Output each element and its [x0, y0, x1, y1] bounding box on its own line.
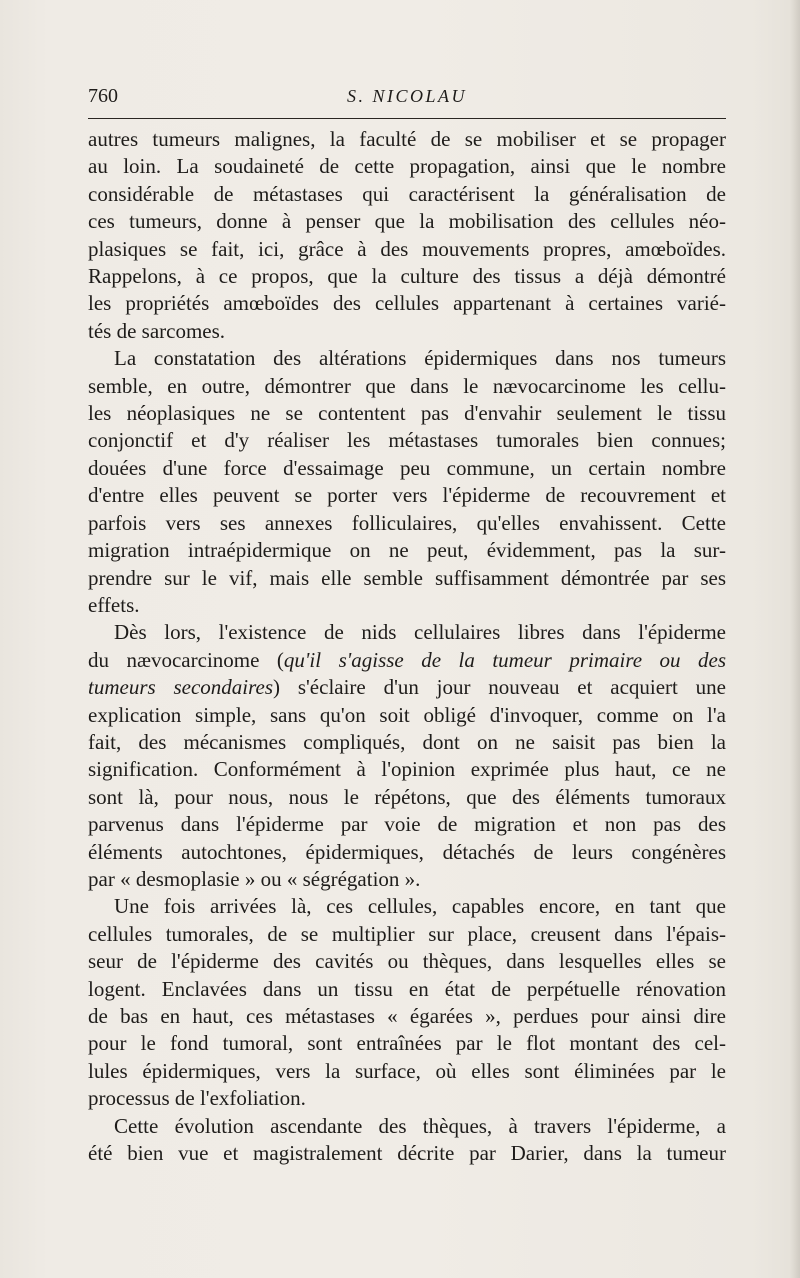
text-line: logent. Enclavées dans un tissu en état de perpétuelle rénovation — [88, 976, 726, 1001]
text-line: sont là, pour nous, nous le répétons, que des éléments tumoraux — [88, 784, 726, 809]
text-line: éléments autochtones, épidermiques, détachés de leurs congénères — [88, 839, 726, 864]
text-line: parvenus dans l'épiderme par voie de migration et non pas des — [88, 812, 726, 837]
text-line: douées d'une force d'essaimage peu commune, un certain nombre — [88, 455, 726, 480]
paragraph-start-line: Dès lors, l'existence de nids cellulaires libres dans l'épiderme — [114, 620, 726, 645]
text-line: fait, des mécanismes compliqués, dont on ne saisit pas bien la — [88, 729, 726, 754]
paragraph-start-line: Une fois arrivées là, ces cellules, capables encore, en tant que — [114, 894, 726, 919]
text-line: conjonctif et d'y réaliser les métastases tumorales bien connues; — [88, 428, 726, 453]
text-line: considérable de métastases qui caractérisent la généralisation de — [88, 181, 726, 206]
text-line: Rappelons, à ce propos, que la culture des tissus a déjà démontré — [88, 264, 726, 289]
text-line: les propriétés amœboïdes des cellules appartenant à certaines varié- — [88, 291, 726, 316]
text-line: d'entre elles peuvent se porter vers l'épiderme de recouvrement et — [88, 483, 726, 508]
text-line: par « desmoplasie » ou « ségrégation ». — [88, 866, 421, 891]
body-text — [88, 126, 726, 1167]
text-line: lules épidermiques, vers la surface, où elles sont éliminées par le — [88, 1058, 726, 1083]
text-line: effets. — [88, 592, 140, 617]
paragraph-start-line: Cette évolution ascendante des thèques, à travers l'épiderme, a — [114, 1113, 726, 1138]
paragraph-start-line: La constatation des altérations épidermiques dans nos tumeurs — [114, 346, 726, 371]
page-header — [88, 80, 726, 112]
text-line: tés de sarcomes. — [88, 318, 226, 343]
italic-run: tumeurs secondaires — [88, 675, 274, 700]
text-line: de bas en haut, ces métastases « égarées », perdues pour ainsi dire — [88, 1004, 726, 1028]
text-line: seur de l'épiderme des cavités ou thèques, dans lesquelles elles se — [88, 949, 726, 974]
header-rule — [88, 118, 726, 119]
page-number: 760 — [88, 85, 118, 107]
text-line: cellules tumorales, de se multiplier sur place, creusent dans l'épais- — [88, 921, 726, 946]
text-run: ) s'éclaire d'un jour nouveau et acquiert une — [273, 675, 727, 700]
text-line-with-italic — [88, 647, 726, 674]
italic-run: qu'il s'agisse de la tumeur primaire ou des — [283, 647, 726, 672]
text-line: migration intraépidermique on ne peut, évidemment, pas la sur- — [88, 538, 726, 563]
text-line: ces tumeurs, donne à penser que la mobilisation des cellules néo- — [88, 209, 726, 234]
text-line: autres tumeurs malignes, la faculté de se mobiliser et se propager — [88, 127, 726, 151]
text-line: parfois vers ses annexes folliculaires, qu'elles envahissent. Cette — [88, 510, 726, 535]
text-line: été bien vue et magistralement décrite par Darier, dans la tumeur — [88, 1141, 726, 1166]
text-line: pour le fond tumoral, sont entraînées par le flot montant des cel- — [88, 1031, 726, 1056]
text-line: explication simple, sans qu'on soit obligé d'invoquer, comme on l'a — [88, 702, 726, 727]
text-line: plasiques se fait, ici, grâce à des mouvements propres, amœboïdes. — [88, 236, 726, 261]
text-line: processus de l'exfoliation. — [88, 1086, 306, 1111]
text-line: prendre sur le vif, mais elle semble suffisamment démontrée par ses — [88, 565, 726, 590]
text-line: les néoplasiques ne se contentent pas d'envahir seulement le tissu — [88, 401, 726, 426]
text-line: au loin. La soudaineté de cette propagation, ainsi que le nombre — [88, 154, 726, 179]
text-line: semble, en outre, démontrer que dans le nævocarcinome les cellu- — [88, 373, 726, 398]
text-line: signification. Conformément à l'opinion exprimée plus haut, ce ne — [88, 757, 726, 782]
text-run: du nævocarcinome ( — [88, 647, 284, 672]
text-line-with-italic — [88, 674, 726, 701]
running-head: S. NICOLAU — [346, 86, 467, 106]
page-edge-shadow — [790, 0, 800, 1278]
